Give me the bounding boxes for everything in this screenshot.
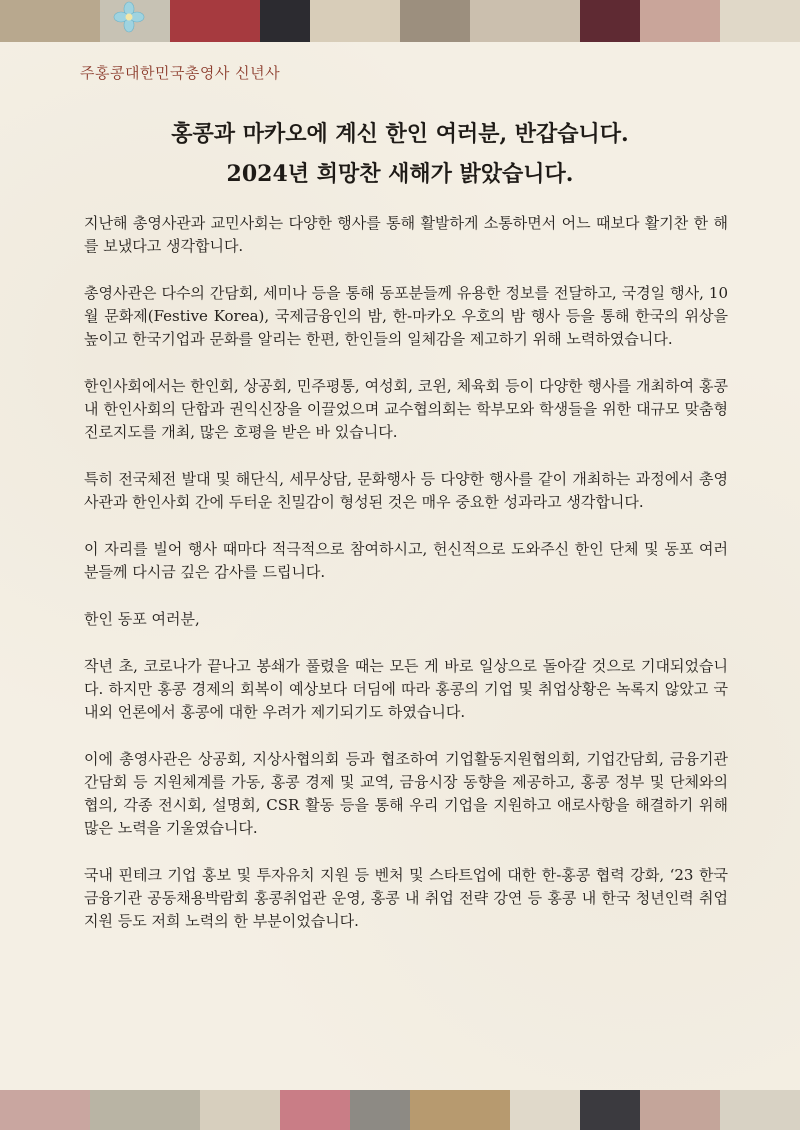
paragraph: 한인사회에서는 한인회, 상공회, 민주평통, 여성회, 코윈, 체육회 등이 다양한 행사를 개최하여 홍콩 내 한인사회의 단합과 권익신장을 이끌었으며 교수협의회는 학부모와 학생들을 위한 대규모 맞춤형 진로지도를 개최, 많은 호평을 받은 바 있습니다.	[84, 377, 728, 441]
paragraph: 이에 총영사관은 상공회, 지상사협의회 등과 협조하여 기업활동지원협의회, 기업간담회, 금융기관간담회 등 지원체계를 가동, 홍콩 경제 및 교역, 금융시장 동향을 제공하고, 홍콩 정부 및 단체와의 협의, 각종 전시회, 설명회, CSR 활동 등을 통해 우리 기업을 지원하고 애로사항을 해결하기 위해 많은 노력을 기울였습니다.	[84, 750, 728, 837]
flower-ornament-icon	[112, 0, 146, 34]
paragraph: 지난해 총영사관과 교민사회는 다양한 행사를 통해 활발하게 소통하면서 어느 때보다 활기찬 한 해를 보냈다고 생각합니다.	[84, 214, 728, 255]
paragraph: 작년 초, 코로나가 끝나고 봉쇄가 풀렸을 때는 모든 게 바로 일상으로 돌아갈 것으로 기대되었습니다. 하지만 홍콩 경제의 회복이 예상보다 더딤에 따라 홍콩의 기업 및 취업상황은 녹록지 않았고 국내외 언론에서 홍콩에 대한 우려가 제기되기도 하였습니다.	[84, 657, 728, 721]
letter-title	[40, 114, 760, 194]
paragraph: 국내 핀테크 기업 홍보 및 투자유치 지원 등 벤처 및 스타트업에 대한 한-홍콩 협력 강화, ‘23 한국 금융기관 공동채용박람회 홍콩취업관 운영, 홍콩 내 취업 전략 강연 등 홍콩 내 한국 청년인력 취업지원 등도 저희 노력의 한 부분이었습니다.	[84, 866, 728, 930]
paragraph: 총영사관은 다수의 간담회, 세미나 등을 통해 동포분들께 유용한 정보를 전달하고, 국경일 행사, 10월 문화제(Festive Korea), 국제금융인의 밤, 한-마카오 우호의 밤 행사 등을 통해 한국의 위상을 높이고 한국기업과 문화를 알리는 한편, 한인들의 일체감을 제고하기 위해 노력하였습니다.	[84, 284, 728, 348]
title-line-2: 2024년 희망찬 새해가 밝았습니다.	[226, 161, 574, 187]
letter-body	[84, 212, 728, 957]
paragraph: 이 자리를 빌어 행사 때마다 적극적으로 참여하시고, 헌신적으로 도와주신 한인 단체 및 동포 여러분들께 다시금 깊은 감사를 드립니다.	[84, 540, 728, 581]
paragraph: 특히 전국체전 발대 및 해단식, 세무상담, 문화행사 등 다양한 행사를 같이 개최하는 과정에서 총영사관과 한인사회 간에 두터운 친밀감이 형성된 것은 매우 중요한 성과라고 생각합니다.	[84, 470, 728, 511]
title-line-1: 홍콩과 마카오에 계신 한인 여러분, 반갑습니다.	[171, 121, 629, 147]
decorative-bottom-border	[0, 1090, 800, 1130]
header-label: 주홍콩대한민국총영사 신년사	[80, 64, 281, 82]
salutation: 한인 동포 여러분,	[84, 610, 200, 628]
